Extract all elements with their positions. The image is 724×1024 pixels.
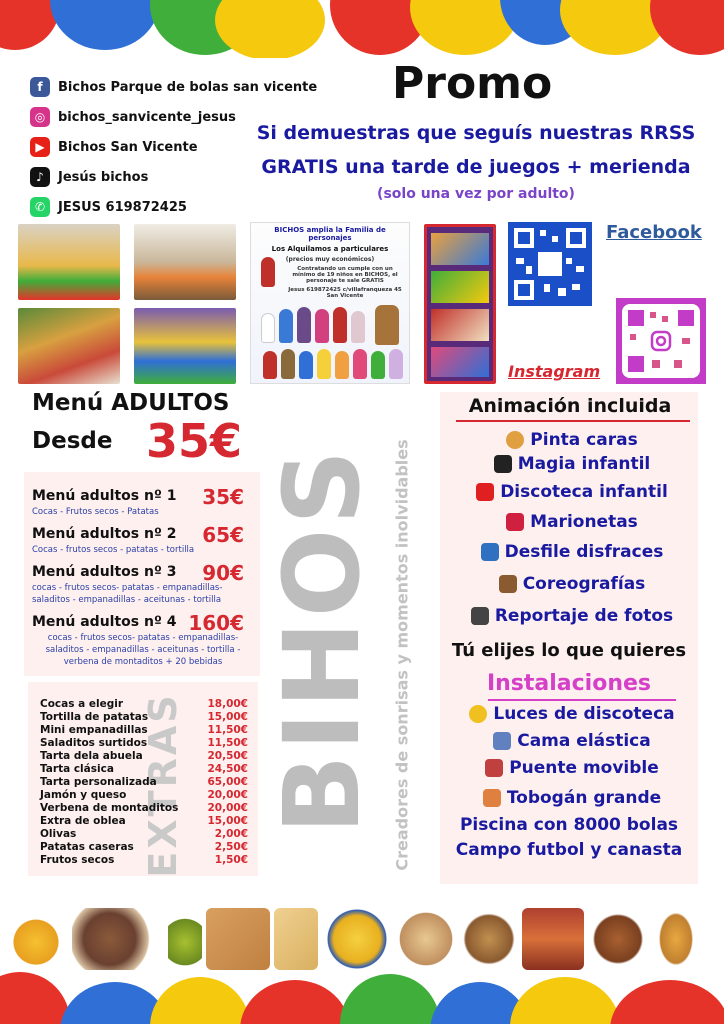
social-instagram-text: bichos_sanvicente_jesus [58, 109, 236, 125]
installation-item [452, 731, 692, 751]
installation-plain: Piscina con 8000 bolas [459, 815, 679, 835]
top-hat-icon [494, 455, 512, 473]
character-figure [353, 349, 367, 379]
animation-item [452, 512, 692, 532]
animation-item [452, 454, 692, 474]
installation-plain: Campo futbol y canasta [455, 840, 683, 860]
food-photo [72, 908, 166, 970]
extras-price: 20,00€ [207, 789, 248, 801]
extras-name: Cocas a elegir [40, 698, 124, 710]
extras-row [40, 698, 248, 711]
menu-item-price: 65€ [202, 523, 244, 547]
venue-photo-4 [134, 308, 236, 384]
extras-price: 15,00€ [207, 711, 248, 723]
food-photo [656, 908, 696, 970]
animation-item [452, 574, 692, 594]
flyer-contact: Jesus 619872425 c/villafranqueza 45 San Vicente [288, 287, 402, 299]
social-tiktok-text: Jesús bichos [58, 169, 149, 185]
facebook-icon: f [30, 77, 50, 97]
menu-item-name: Menú adultos nº 4 [32, 614, 177, 630]
extras-name: Tortilla de patatas [40, 711, 149, 723]
animation-item-text: Reportaje de fotos [494, 606, 674, 626]
ball-pit-banner-bottom [0, 972, 724, 1024]
menu-item-name: Menú adultos nº 1 [32, 488, 177, 504]
extras-name: Extra de oblea [40, 815, 126, 827]
menu-title: Menú ADULTOS [32, 390, 230, 416]
menu-item-name: Menú adultos nº 3 [32, 564, 177, 580]
whatsapp-icon: ✆ [30, 197, 50, 217]
menu-item-name: Menú adultos nº 2 [32, 526, 177, 542]
venue-photo-2 [134, 224, 236, 300]
extras-name: Tarta dela abuela [40, 750, 143, 762]
brand-vertical [262, 440, 382, 840]
slide-icon [483, 789, 501, 807]
extras-name: Tarta personalizada [40, 776, 157, 788]
social-youtube-text: Bichos San Vicente [58, 139, 198, 155]
dancer-icon [476, 483, 494, 501]
food-photo [274, 908, 318, 970]
animation-item-text: Discoteca infantil [500, 482, 668, 502]
extras-name: Verbena de montaditos [40, 802, 179, 814]
facebook-label[interactable]: Facebook [606, 222, 702, 243]
promo-line-2: GRATIS una tarde de juegos + merienda [261, 156, 691, 178]
flyer-offer: Contratando un cumple con un mínimo de 19 niños en BICHOS, el personaje te sale GRATIS [292, 266, 398, 284]
character-figure [279, 309, 293, 343]
animation-item [452, 606, 692, 626]
character-figure [299, 351, 313, 379]
extras-name: Saladitos surtidos [40, 737, 148, 749]
animation-item [452, 482, 692, 502]
installation-item-text: Puente movible [509, 758, 659, 778]
food-photo [168, 908, 202, 970]
character-figure [317, 349, 331, 379]
extras-price: 11,50€ [207, 724, 248, 736]
palette-icon [506, 431, 524, 449]
extras-row [40, 711, 248, 724]
menu-item-desc: Cocas - frutos secos - patatas - tortilla [32, 545, 195, 555]
flyer-headline: BICHOS amplia la Familia de personajes [274, 226, 386, 242]
extras-price: 1,50€ [214, 854, 248, 866]
characters-flyer [250, 222, 410, 384]
animation-title: Animación incluida [468, 395, 672, 417]
menu-item-price: 35€ [202, 485, 244, 509]
instagram-icon: ◎ [30, 107, 50, 127]
character-figure [263, 351, 277, 379]
animation-item-text: Marionetas [530, 512, 638, 532]
social-facebook[interactable] [30, 72, 330, 102]
dance-icon [499, 575, 517, 593]
animation-item-text: Coreografías [522, 574, 646, 594]
animation-item-text: Magia infantil [517, 454, 651, 474]
menu-item-desc: Cocas - Frutos secos - Patatas [32, 507, 159, 517]
menu-item [32, 485, 254, 518]
tagline-vertical [384, 420, 420, 890]
extras-row [40, 724, 248, 737]
extras-row [40, 789, 248, 802]
animation-item [452, 430, 692, 450]
character-figure [371, 351, 385, 379]
brand-name: BIHOS [261, 445, 383, 835]
extras-name: Olivas [40, 828, 77, 840]
installation-item [452, 704, 692, 724]
extras-name: Mini empanadillas [40, 724, 148, 736]
social-whatsapp-text: JESUS 619872425 [58, 199, 187, 215]
menu-box [24, 472, 260, 676]
extras-price: 20,50€ [207, 750, 248, 762]
bridge-icon [485, 759, 503, 777]
extras-row [40, 841, 248, 854]
extras-row [40, 776, 248, 789]
flyer-sub2: (precios muy económicos) [285, 256, 375, 263]
menu-item-desc: cocas - frutos secos- patatas - empanadillas- saladitos - empanadillas - aceitunas - tortilla - verbena de montaditos + 20 bebidas [45, 633, 241, 667]
menu-item [32, 561, 254, 606]
facebook-qr-code[interactable] [508, 222, 592, 306]
extras-row [40, 802, 248, 815]
food-photo [396, 908, 456, 970]
menu-from-label: Desde [32, 428, 113, 454]
extras-price: 2,50€ [214, 841, 248, 853]
food-photo [8, 908, 64, 970]
extras-row [40, 828, 248, 841]
menu-item-price: 160€ [188, 611, 244, 635]
food-photo [590, 908, 646, 970]
extras-name: Patatas caseras [40, 841, 134, 853]
extras-row [40, 854, 248, 867]
character-figure [335, 351, 349, 379]
installation-item [452, 788, 692, 808]
installation-item-text: Luces de discoteca [493, 704, 675, 724]
party-collage [424, 224, 496, 384]
extras-price: 24,50€ [207, 763, 248, 775]
camera-icon [471, 607, 489, 625]
tiktok-icon: ♪ [30, 167, 50, 187]
extras-row [40, 737, 248, 750]
mask-icon [506, 513, 524, 531]
promo-note: (solo una vez por adulto) [377, 186, 575, 202]
menu-item-price: 90€ [202, 561, 244, 585]
character-figure [333, 307, 347, 343]
venue-photo-1 [18, 224, 120, 300]
menu-item [32, 523, 254, 556]
extras-name: Frutos secos [40, 854, 115, 866]
instagram-label[interactable]: Instagram [508, 362, 601, 381]
installation-item-text: Tobogán grande [506, 788, 662, 808]
extras-name: Tarta clásica [40, 763, 114, 775]
installations-title: Instalaciones [486, 671, 652, 696]
installation-item-text: Cama elástica [517, 731, 651, 751]
extras-price: 18,00€ [207, 698, 248, 710]
extras-price: 2,00€ [214, 828, 248, 840]
animation-item-text: Desfile disfraces [504, 542, 664, 562]
venue-photo-3 [18, 308, 120, 384]
animation-item [452, 542, 692, 562]
light-bulb-icon [469, 705, 487, 723]
extras-row [40, 815, 248, 828]
character-figure [297, 307, 311, 343]
menu-item-desc: cocas - frutos secos- patatas - empanadillas- saladitos - empanadillas - aceitunas - tortilla [32, 583, 223, 605]
costume-icon [481, 543, 499, 561]
installation-item [452, 758, 692, 778]
menu-item [32, 611, 254, 668]
character-figure [261, 257, 275, 287]
extras-row [40, 750, 248, 763]
promo-line-1: Si demuestras que seguís nuestras RRSS [256, 122, 696, 144]
character-figure [351, 311, 365, 343]
youtube-icon: ▶ [30, 137, 50, 157]
food-photo [522, 908, 584, 970]
extras-row [40, 763, 248, 776]
character-figure [375, 305, 399, 345]
promo-title: Promo [392, 58, 553, 109]
extras-price: 20,00€ [207, 802, 248, 814]
food-photo [460, 908, 518, 970]
animation-title-underline [456, 420, 690, 422]
instagram-qr-code[interactable] [616, 298, 706, 384]
extras-price: 65,00€ [207, 776, 248, 788]
extras-name: Jamón y queso [40, 789, 127, 801]
character-figure [261, 313, 275, 343]
food-photo [322, 908, 392, 970]
menu-from-price: 35€ [146, 414, 243, 468]
character-figure [389, 349, 403, 379]
extras-title-text: EXTRAS [141, 692, 185, 878]
flyer-sub: Los Alquilamos a particulares [271, 245, 389, 253]
choose-text: Tú elijes lo que quieres [451, 640, 687, 661]
character-figure [281, 349, 295, 379]
animation-item-text: Pinta caras [530, 430, 638, 450]
installations-underline [488, 699, 676, 701]
food-photo [206, 908, 270, 970]
ball-pit-banner-top [0, 0, 724, 58]
social-facebook-text: Bichos Parque de bolas san vicente [58, 79, 318, 95]
bed-icon [493, 732, 511, 750]
extras-price: 11,50€ [207, 737, 248, 749]
character-figure [315, 309, 329, 343]
extras-price: 15,00€ [207, 815, 248, 827]
brand-tagline: Creadores de sonrisas y momentos inolvidables [392, 439, 412, 871]
